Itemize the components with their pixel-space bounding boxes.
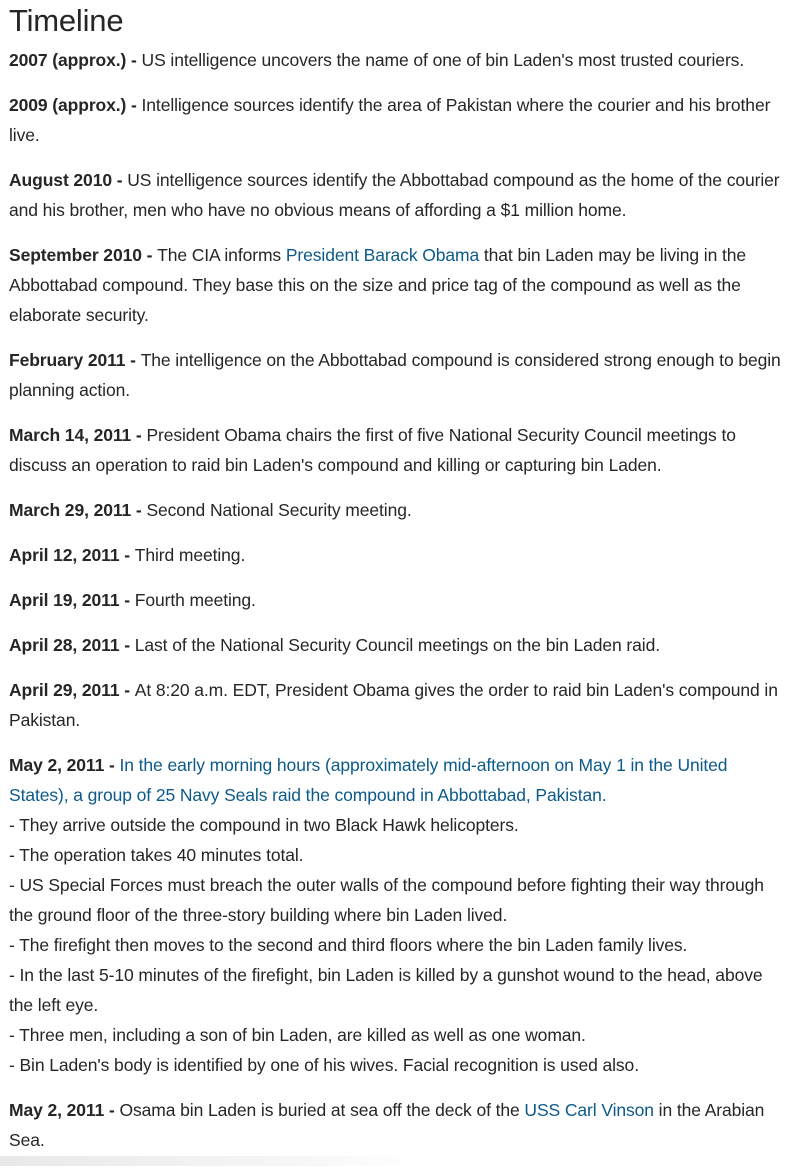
entry-date: 2009 (approx.) xyxy=(9,95,127,115)
entry-text: Last of the National Security Council meetings on the bin Laden raid. xyxy=(134,635,660,655)
entry-date: April 19, 2011 xyxy=(9,590,120,610)
timeline-entry xyxy=(9,495,791,525)
timeline-entry xyxy=(9,420,791,480)
entry-text: Osama bin Laden is buried at sea off the deck of the xyxy=(119,1100,525,1120)
timeline-entry xyxy=(9,540,791,570)
raid-article-link[interactable]: In the early morning hours (approximately mid-afternoon on May 1 in the United States), a group of 25 Navy Seals raid the compound in Abbottabad, Pakistan. xyxy=(9,755,728,805)
entry-text: Second National Security meeting. xyxy=(146,500,412,520)
entry-date: March 29, 2011 xyxy=(9,500,132,520)
entry-separator: - xyxy=(119,545,135,565)
raid-detail-item: - Bin Laden's body is identified by one of his wives. Facial recognition is used also. xyxy=(9,1055,639,1075)
entry-text: Third meeting. xyxy=(134,545,246,565)
entry-separator: - xyxy=(126,95,142,115)
entry-text: President Obama chairs the first of five National Security Council meetings to discuss an operation to raid bin Laden's compound and killing or capturing bin Laden. xyxy=(9,425,736,475)
entry-date: April 29, 2011 xyxy=(9,680,120,700)
entry-text: in the Arabian Sea. xyxy=(9,1100,765,1150)
entry-date: May 2, 2011 xyxy=(9,1100,105,1120)
bottom-scroll-shadow xyxy=(0,1156,420,1166)
entry-date: May 2, 2011 xyxy=(9,755,105,775)
timeline-entry xyxy=(9,750,791,1080)
uss-carl-vinson-link[interactable]: USS Carl Vinson xyxy=(524,1100,654,1120)
article-body xyxy=(9,0,791,1170)
entry-date: March 14, 2011 xyxy=(9,425,132,445)
entry-text: Fourth meeting. xyxy=(134,590,256,610)
entry-separator: - xyxy=(104,1100,120,1120)
entry-separator: - xyxy=(125,350,141,370)
entry-separator: - xyxy=(111,170,128,190)
entry-separator: - xyxy=(141,245,158,265)
raid-detail-item: - They arrive outside the compound in two Black Hawk helicopters. xyxy=(9,815,519,835)
timeline-entry xyxy=(9,585,791,615)
timeline-entry xyxy=(9,1095,791,1155)
entry-separator: - xyxy=(131,425,147,445)
entry-text: At 8:20 a.m. EDT, President Obama gives the order to raid bin Laden's compound in Pakistan. xyxy=(9,680,778,730)
timeline-entry xyxy=(9,45,791,75)
timeline-entry xyxy=(9,345,791,405)
entry-separator: - xyxy=(131,500,147,520)
raid-detail-item: - US Special Forces must breach the outer walls of the compound before fighting their way through the ground floor of the three-story building where bin Laden lived. xyxy=(9,875,764,925)
section-title: Timeline xyxy=(9,3,124,38)
entry-separator: - xyxy=(119,635,135,655)
entry-separator: - xyxy=(126,50,142,70)
raid-detail-item: - In the last 5-10 minutes of the firefight, bin Laden is killed by a gunshot wound to the head, above the left eye. xyxy=(9,965,763,1015)
timeline-entry xyxy=(9,165,791,225)
entry-text: The intelligence on the Abbottabad compound is considered strong enough to begin planning action. xyxy=(9,350,781,400)
entry-date: 2007 (approx.) xyxy=(9,50,127,70)
raid-detail-item: - The operation takes 40 minutes total. xyxy=(9,845,304,865)
entry-text: The CIA informs xyxy=(157,245,286,265)
entry-separator: - xyxy=(119,590,135,610)
raid-detail-item: - Three men, including a son of bin Laden, are killed as well as one woman. xyxy=(9,1025,586,1045)
timeline-entry xyxy=(9,630,791,660)
timeline-entry xyxy=(9,240,791,330)
entry-text: that bin Laden may be living in the Abbottabad compound. They base this on the size and price tag of the compound as well as the elaborate security. xyxy=(9,245,746,325)
president-obama-link[interactable]: President Barack Obama xyxy=(285,245,480,265)
entry-date: April 12, 2011 xyxy=(9,545,120,565)
entry-text: Intelligence sources identify the area of Pakistan where the courier and his brother live. xyxy=(9,95,771,145)
entry-text: US intelligence sources identify the Abbottabad compound as the home of the courier and his brother, men who have no obvious means of affording a $1 million home. xyxy=(9,170,780,220)
entry-text: US intelligence uncovers the name of one of bin Laden's most trusted couriers. xyxy=(141,50,745,70)
entry-date: August 2010 xyxy=(9,170,112,190)
entry-date: February 2011 xyxy=(9,350,126,370)
timeline-entry xyxy=(9,675,791,735)
raid-detail-item: - The firefight then moves to the second and third floors where the bin Laden family lives. xyxy=(9,935,688,955)
timeline-entry xyxy=(9,90,791,150)
entry-separator: - xyxy=(119,680,135,700)
entry-date: April 28, 2011 xyxy=(9,635,120,655)
entry-date: September 2010 xyxy=(9,245,142,265)
entry-separator: - xyxy=(104,755,120,775)
